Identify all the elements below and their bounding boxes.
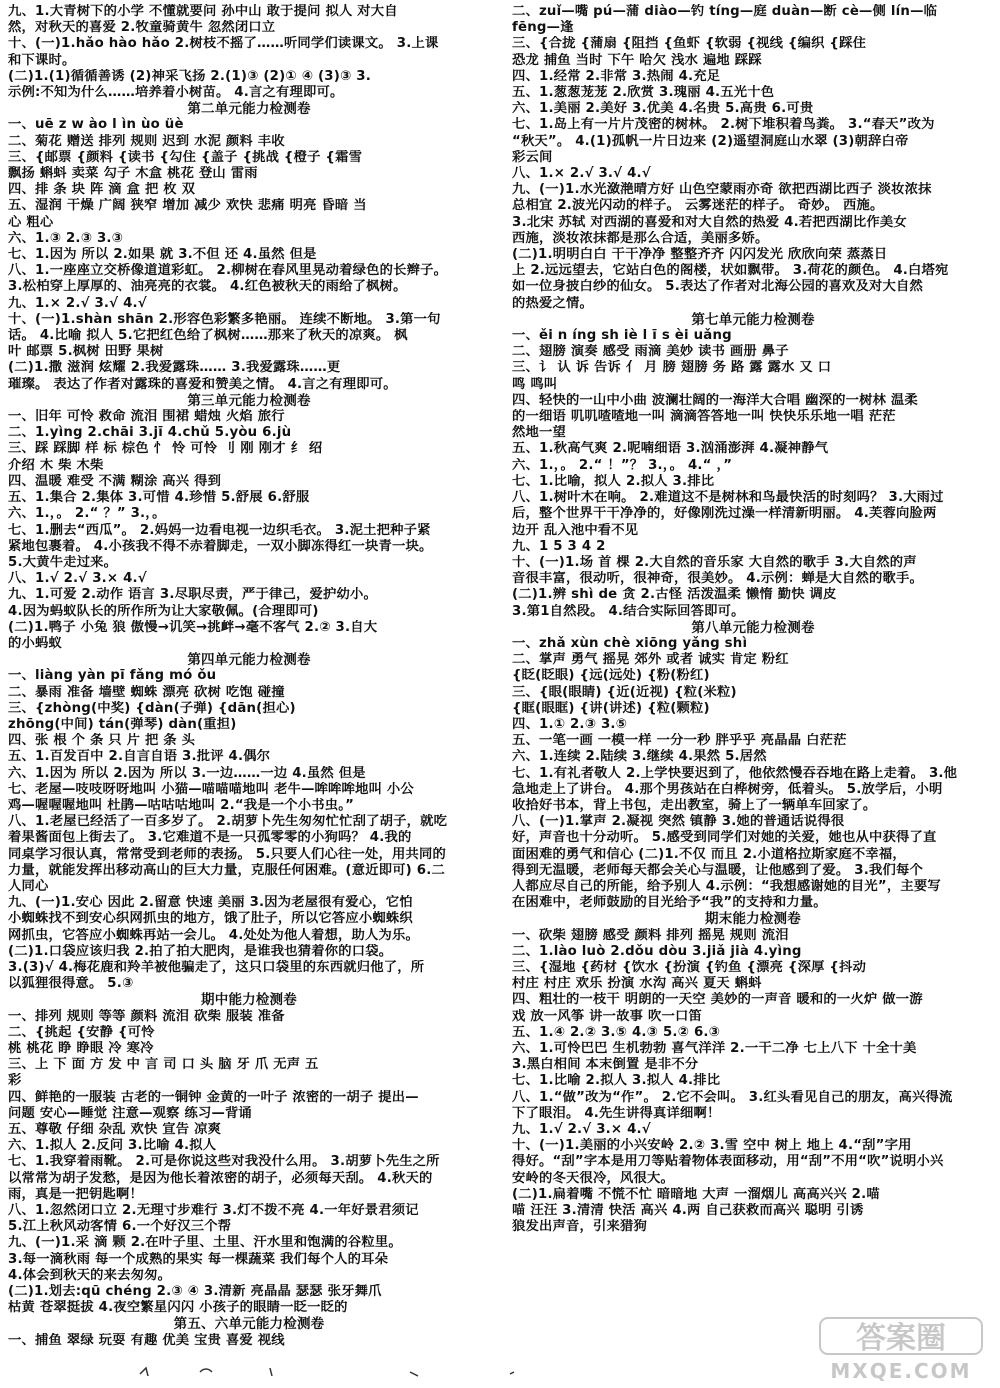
- section-heading: 第三单元能力检测卷: [187, 392, 311, 409]
- answer-line: 叶 邮票 5.枫树 田野 果树: [8, 344, 164, 360]
- answer-line: 人同心: [8, 878, 49, 894]
- answer-line: 彩: [8, 1073, 22, 1089]
- answer-line: 5.江上秋风动客情 6.一个好汉三个帮: [8, 1219, 232, 1235]
- answer-line: 着果酱面包上街去了。 3.它难道不是一只孤零零的小狗吗？ 4.我的: [8, 830, 412, 846]
- answer-line: 九、1 5 3 4 2: [512, 538, 606, 554]
- answer-line: 的小蚂蚁: [8, 635, 62, 651]
- answer-line: (二)1.(1)循循善诱 (2)神采飞扬 2.(1)③ (2)① ④ (3)③ 3.: [8, 68, 371, 84]
- answer-line: 四、鲜艳的一服装 古老的一铜钟 金黄的一叶子 浓密的一胡子 提出—: [8, 1089, 419, 1105]
- answer-line: 力量，就能发挥出移动高山的巨大力量，克服任何困难。(意近即可) 6.二: [8, 862, 445, 878]
- answer-line: 七、1.岛上有一片片茂密的树林。 2.树下堆积着鸟粪。 3.“春天”改为: [512, 117, 935, 133]
- answer-line: 同桌学习很认真，常常受到老师的表扬。 5.只要人们心往一处，用共同的: [8, 846, 446, 862]
- answer-line: 六、1.可怜巴巴 生机勃勃 喜气洋洋 2.一干二净 七上八下 十全十美: [512, 1041, 917, 1056]
- answer-line: 介绍 木 柴 木柴: [8, 457, 104, 473]
- section-heading: 第八单元能力检测卷: [691, 619, 815, 636]
- answer-line: 六、1.③ 2.③ 3.③: [8, 230, 124, 246]
- answer-line: 得到无温暖，老师每天都会关心与温暖，让他感到了爱。 3.我们每个: [512, 862, 923, 878]
- answer-line: 心 粗心: [8, 214, 54, 230]
- answer-line: 一、砍柴 翅膀 感受 颜料 排列 摇晃 规则 流泪: [512, 927, 789, 943]
- answer-line: (二)1.划去:qū chéng 2.③ ④ 3.清新 亮晶晶 瑟瑟 张牙舞爪: [8, 1284, 382, 1300]
- answer-line: 和下课时。: [8, 52, 76, 68]
- answer-line: 上 2.远远望去，它站白色的阁楼，状如飘带。 3.荷花的颜色。 4.白塔宛: [512, 263, 949, 279]
- answer-line: 3.(3)√ 4.梅花鹿和羚羊被他骗走了，这只口袋里的东西就归他了，所: [8, 959, 425, 975]
- answer-line: 八、1.√ 2.√ 3.× 4.√: [8, 571, 147, 587]
- answer-line: 五、1.集合 2.集体 3.可惜 4.珍惜 5.舒展 6.舒服: [8, 490, 310, 506]
- section-heading: 第二单元能力检测卷: [187, 101, 311, 118]
- answer-line: 七、1.我穿着雨靴。 2.可是你说这些对我没什么用。 3.胡萝卜先生之所: [8, 1154, 440, 1170]
- answer-line: 三、{湿地 {药材 {饮水 {扮演 {钓鱼 {漂亮 {深厚 {抖动: [512, 959, 867, 975]
- answer-line: 二、1.lào luò 2.dǒu dòu 3.jiǎ jià 4.yìng: [512, 943, 802, 959]
- section-heading: 第四单元能力检测卷: [187, 652, 311, 669]
- answer-line: 二、{挑起 {安静 {可怜: [8, 1024, 155, 1040]
- watermark-bottom-text: MXQE.COM: [830, 1359, 972, 1382]
- answer-line: 西施，淡妆浓抹都是那么合适，美丽多娇。: [512, 230, 769, 246]
- answer-line: 戏 放一风筝 讲一故事 吹一口笛: [512, 1008, 702, 1024]
- answer-line: 喵 汪汪 3.清清 快活 高兴 4.两 自己获救而高兴 聪明 引诱: [512, 1203, 864, 1219]
- right-column: [512, 4, 994, 1235]
- answer-line: 以常常为胡子发愁，是因为他长着浓密的胡子，必须每天刮。 4.秋天的: [8, 1170, 433, 1186]
- answer-line: 总相宜 2.波光闪动的样子。 云雾迷茫的样子。 奇妙。 西施。: [512, 198, 884, 214]
- answer-line: 六、1.，。 2.“ ！”？ 3.，。 4.“ ，”: [512, 457, 733, 473]
- answer-line: 四、张 根 个 条 只 片 把 条 头: [8, 733, 196, 749]
- answer-line: 三、讠 认 诉 告诉 亻 月 膀 翅膀 务 路 露 露水 又 口: [512, 360, 832, 376]
- answer-line: 一、liàng yàn pī fǎng mó ǒu: [8, 668, 217, 684]
- answer-line: 九、(一)1.安心 因此 2.留意 快速 美丽 3.因为老屋很有爱心，它怕: [8, 895, 413, 911]
- answer-line: fēng—逢: [512, 20, 574, 36]
- answer-line: 三、踩 踩脚 样 标 棕色 忄 怜 可怜 刂 刚 刚才 纟 绍: [8, 441, 323, 457]
- answer-line: 九、1.可爱 2.动作 语言 3.尽职尽责，严于律己，爱护幼小。: [8, 587, 378, 603]
- answer-line: 安岭的冬天很冷，风很大。: [512, 1170, 674, 1186]
- answer-line: 3.松柏穿上厚厚的、油亮亮的衣裳。 4.红色被秋天的雨给了枫树。: [8, 279, 407, 295]
- answer-line: 一、ěi n íng sh iè l ī s èi uǎng: [512, 328, 732, 344]
- answer-line: {眶(眼眶) {讲(讲述) {粒(颗粒): [512, 700, 710, 716]
- answer-line: 面困难的勇气和信心 (二)1.不仅 而且 2.小道格拉斯家庭不幸福，: [512, 846, 906, 862]
- answer-line: 3.第1自然段。 4.结合实际回答即可。: [512, 603, 745, 619]
- answer-line: 四、粗壮的一枝干 明朗的一天空 美妙的一声音 暖和的一火炉 做一游: [512, 992, 923, 1008]
- answer-line: 十、(一)1.hǎo hào hǎo 2.树枝不摇了……听同学们读课文。 3.上课: [8, 36, 439, 52]
- answer-line: “秋天”。 4.(1)孤帆一片日边来 (2)遥望洞庭山水翠 (3)朝辞白帝: [512, 133, 909, 149]
- answer-line: 三、{眼(眼睛) {近(近视) {粒(米粒): [512, 684, 737, 700]
- answer-line: 八、(一)1.掌声 2.凝视 突然 镇静 3.她的普通话说得很: [512, 814, 845, 830]
- answer-line: 3.黑白相间 本末倒置 是非不分: [512, 1057, 699, 1073]
- answer-line: 五、1.④ 2.② 3.⑤ 4.③ 5.② 6.③: [512, 1024, 721, 1040]
- answer-line: 八、1.× 2.√ 3.√ 4.√: [512, 166, 651, 182]
- answer-line: 七、1.因为 所以 2.如果 就 3.不但 还 4.虽然 但是: [8, 247, 317, 263]
- answer-line: 十、(一)1.场 首 棵 2.大自然的音乐家 大自然的歌手 3.大自然的声: [512, 554, 917, 570]
- answer-line: 九、1.√ 2.√ 3.× 4.√: [512, 1122, 651, 1138]
- answer-line: 二、掌声 勇气 摇晃 郊外 或者 诚实 肯定 粉红: [512, 652, 789, 668]
- answer-line: 五、1.百发百中 2.自言自语 3.批评 4.偶尔: [8, 749, 271, 765]
- answer-line: 一、uē z w ào l ìn ùo üè: [8, 117, 184, 133]
- answer-line: 九、(一)1.水光潋滟晴方好 山色空蒙雨亦奇 欲把西湖比西子 淡妆浓抹: [512, 182, 932, 198]
- answer-line: (二)1.扁着嘴 不慌不忙 暗暗地 大声 一溜烟儿 高高兴兴 2.喵: [512, 1186, 880, 1202]
- answer-line: (二)1.明明白白 干干净净 整整齐齐 闪闪发光 欣欣向荣 蒸蒸日: [512, 247, 888, 263]
- answer-line: 八、1.老屋已经活了一百多岁了。 2.胡萝卜先生匆匆忙忙刮了胡子，就吃: [8, 814, 448, 830]
- answer-line: 七、1.比喻，拟人 2.拟人 3.排比: [512, 473, 715, 489]
- answer-line: 二、暴雨 准备 墙壁 蜘蛛 漂亮 砍树 吃饱 碰撞: [8, 684, 285, 700]
- answer-line: 四、温暖 难受 不满 糊涂 高兴 得到: [8, 473, 222, 489]
- section-heading: 期末能力检测卷: [705, 911, 801, 928]
- answer-line: 枯黄 苍翠挺拔 4.夜空繁星闪闪 小孩子的眼睛一眨一眨的: [8, 1300, 348, 1316]
- answer-line: 七、1.比喻 2.拟人 3.拟人 4.排比: [512, 1073, 721, 1089]
- answer-line: 二、菊花 赠送 排列 规则 迟到 水泥 颜料 丰收: [8, 133, 285, 149]
- section-heading: 期中能力检测卷: [201, 992, 297, 1009]
- answer-line: 在困难中，老师鼓励的目光给予“我”的支持和力量。: [512, 895, 827, 911]
- answer-line: 5.大黄牛走过来。: [8, 554, 118, 570]
- answer-line: 网抓虫，它答应小蜘蛛再站一会儿。 4.处处为他人着想，助人为乐。: [8, 927, 419, 943]
- answer-line: 九、1.× 2.√ 3.√ 4.√: [8, 295, 147, 311]
- answer-line: 下了眼泪。 4.先生讲得真详细啊！: [512, 1105, 721, 1121]
- answer-line: 紧地包裹着。 4.小孩我不得不赤着脚走，一双小脚冻得红一块青一块。: [8, 538, 433, 554]
- answer-line: 六、1.，。 2.“ ？” 3.，。: [8, 506, 166, 522]
- answer-line: 一、zhǎ xùn chè xiōng yǎng shì: [512, 635, 748, 651]
- answer-line: 六、1.连续 2.陆续 3.继续 4.果然 5.居然: [512, 749, 767, 765]
- answer-line: 九、1.大青树下的小学 不懂就要问 孙中山 敢于提问 拟人 对大自: [8, 4, 398, 19]
- answer-line: (二)1.鸭子 小兔 狼 傲慢→讥笑→挑衅→毫不客气 2.② 3.自大: [8, 619, 378, 635]
- answer-line: 然地一望: [512, 425, 566, 441]
- answer-line: (二)1.口袋应该归我 2.拍了拍大肥肉，是谁我也猜着你的口袋。: [8, 943, 393, 959]
- answer-line: 一、旧年 可怜 救命 流泪 围裙 蜡烛 火焰 旅行: [8, 409, 285, 425]
- answer-line: 彩云间: [512, 149, 553, 165]
- answer-line: 五、1.葱葱茏茏 2.欣赏 3.瑰丽 4.五光十色: [512, 85, 775, 101]
- answer-line: 五、湿润 干燥 广阔 狭窄 增加 减少 欢快 悲痛 明亮 昏暗 当: [8, 198, 367, 214]
- answer-line: (二)1.辨 shì de 贪 2.古怪 活泼温柔 懒惰 勤快 调皮: [512, 587, 837, 603]
- answer-line: 然，对秋天的喜爱 2.牧童骑黄牛 忽然闭口立: [8, 20, 276, 36]
- answer-line: 以狐狸很得意。 5.③: [8, 976, 134, 992]
- answer-line: 飘扬 蝌蚪 卖菜 勾子 木盒 桃花 登山 雷雨: [8, 166, 258, 182]
- answer-line: 狼发出声音，引来猎狗: [512, 1219, 647, 1235]
- answer-line: 八、1.“做”改为“作”。 2.它不会叫。 3.红头看见自己的朋友，高兴得流: [512, 1089, 953, 1105]
- answer-line: 问题 安心—睡觉 注意—观察 练习—背诵: [8, 1105, 252, 1121]
- answer-line: 人都应尽自己的所能，给予别人 4.示例：“我想感谢她的目光”，主要写: [512, 878, 941, 894]
- answer-line: 村庄 村庄 欢乐 扮演 水沟 高兴 夏天 蝌蚪: [512, 976, 762, 992]
- answer-line: 四、轻快的一山中小曲 波澜壮阔的一海洋大合唱 幽深的一树林 温柔: [512, 392, 918, 408]
- answer-line: 璀璨。 表达了作者对露珠的喜爱和赞美之情。 4.言之有理即可。: [8, 376, 397, 392]
- answer-line: 的热爱之情。: [512, 295, 593, 311]
- site-watermark-logo: [816, 1316, 986, 1382]
- answer-line: 桃 桃花 睁 睁眼 冷 寒冷: [8, 1041, 154, 1056]
- footer-scribble-marks: [120, 1362, 540, 1382]
- answer-line: (二)1.撒 滋润 炫耀 2.我爱露珠…… 3.我爱露珠……更: [8, 360, 341, 376]
- answer-line: 二、1.yìng 2.chāi 3.jī 4.chǔ 5.yòu 6.jù: [8, 425, 292, 441]
- answer-line: 七、1.有礼者敬人 2.上学快要迟到了，他依然慢吞吞地在路上走着。 3.他: [512, 765, 958, 781]
- answer-line: 八、1.忽然闭口立 2.无理寸步难行 3.灯不拨不亮 4.一年好景君须记: [8, 1203, 419, 1219]
- answer-line: 十、(一)1.美丽的小兴安岭 2.② 3.雪 空中 树上 地上 4.“刮”字用: [512, 1138, 912, 1154]
- answer-line: 一、捕鱼 翠绿 玩耍 有趣 优美 宝贵 喜爱 视线: [8, 1332, 285, 1348]
- answer-line: 二、翅膀 演奏 感受 雨滴 美妙 读书 画册 鼻子: [512, 344, 789, 360]
- answer-line: 鸣 鸣叫: [512, 376, 558, 392]
- answer-line: 急地走上了讲台。 4.那个男孩站在白桦树旁，低着头。 5.放学后，小明: [512, 781, 943, 797]
- left-column: [8, 4, 490, 1349]
- answer-line: 六、1.拟人 2.反问 3.比喻 4.拟人: [8, 1138, 217, 1154]
- answer-line: 4.体会到秋天的来去匆匆。: [8, 1267, 172, 1283]
- answer-line: 五、尊敬 仔细 杂乱 欢快 宣告 凉爽: [8, 1122, 222, 1138]
- answer-line: 三、{邮票 {颜料 {读书 {勾住 {盖子 {挑战 {橙子 {霜雪: [8, 149, 363, 165]
- answer-line: 恐龙 捕鱼 当时 下午 哈欠 浅水 遍地 踩踩: [512, 52, 762, 68]
- answer-line: zhōng(中间) tán(弹琴) dàn(重担): [8, 716, 237, 732]
- answer-line: 七、老屋—吱吱呀呀地叫 小猫—喵喵喵地叫 老牛—哞哞哞地叫 小公: [8, 781, 414, 797]
- answer-line: 三、{zhòng(中奖) {dàn(子弹) {dān(担心): [8, 700, 296, 716]
- answer-line: 五、一笔一画 一模一样 一分一秒 胖乎乎 亮晶晶 白茫茫: [512, 733, 847, 749]
- answer-line: 示例:不知为什么……培养着小树苗。 4.言之有理即可。: [8, 85, 344, 101]
- answer-line: 鸡—喔喔喔地叫 杜鹃—咕咕咕地叫 2.“我是一个小书虫。”: [8, 797, 355, 813]
- answer-line: {眨(眨眼) {远(远处) {粉(粉红): [512, 668, 710, 684]
- answer-line: 3.北宋 苏轼 对西湖的喜爱和对大自然的热爱 4.若把西湖比作美女: [512, 214, 907, 230]
- answer-line: 边开 乱入池中看不见: [512, 522, 639, 538]
- answer-line: 八、1.树叶木在响。 2.难道这不是树林和鸟最快活的时刻吗？ 3.大雨过: [512, 490, 944, 506]
- answer-line: 七、1.删去“西瓜”。 2.妈妈一边看电视一边织毛衣。 3.泥土把种子紧: [8, 522, 431, 538]
- answer-line: 九、(一)1.采 滴 颗 2.在叶子里、土里、汗水里和饱满的谷粒里。: [8, 1235, 402, 1251]
- answer-line: 三、{合拢 {蒲扇 {阻挡 {鱼虾 {软弱 {视线 {编织 {踩住: [512, 36, 867, 52]
- answer-line: 好，声音也十分动听。 5.感受到同学们对她的关爱，她也从中获得了直: [512, 830, 937, 846]
- answer-line: 八、1.一座座立交桥像道道彩虹。 2.柳树在春风里晃动着绿色的长辫子。: [8, 263, 448, 279]
- section-heading: 第七单元能力检测卷: [691, 311, 815, 328]
- answer-line: 后，整个世界干干净净的，好像刚洗过澡一样清新明丽。 4.芙蓉向脸两: [512, 506, 937, 522]
- answer-line: 如一位身披白纱的仙女。 5.表达了作者对北海公园的喜欢及对大自然: [512, 279, 923, 295]
- section-heading: 第五、六单元能力检测卷: [173, 1316, 325, 1333]
- answer-line: 一、排列 规则 等等 颜料 流泪 砍柴 服装 准备: [8, 1008, 285, 1024]
- answer-line: 三、上 下 面 方 发 中 言 司 口 头 脑 牙 爪 无声 五: [8, 1057, 319, 1073]
- answer-line: 4.因为蚂蚁队长的所作所为让大家敬佩。(合理即可): [8, 603, 319, 619]
- answer-line: 四、1.① 2.③ 3.⑤: [512, 716, 628, 732]
- answer-line: 收拾好书本，背上书包，走出教室，骑上了一辆单车回家了。: [512, 797, 877, 813]
- answer-line: 四、1.经常 2.非常 3.热闹 4.充足: [512, 68, 721, 84]
- answer-line: 十、(一)1.shàn shān 2.形容色彩繁多艳丽。 连续不断地。 3.第一句: [8, 311, 441, 327]
- answer-line: 得好。“刮”字本是用刀等贴着物体表面移动，用“刮”不用“吹”说明小兴: [512, 1154, 944, 1170]
- answer-line: 五、1.秋高气爽 2.呢喃细语 3.汹涌澎湃 4.凝神静气: [512, 441, 829, 457]
- answer-line: 二、zuǐ—嘴 pú—蒲 diào—钓 tíng—庭 duàn—断 cè—侧 lín—临: [512, 4, 938, 19]
- answer-line: 小蜘蛛找不到安心织网抓虫的地方，饿了肚子，所以它答应小蜘蛛织: [8, 911, 413, 927]
- answer-line: 音很丰富，很动听，很神奇，很美妙。 4.示例：蝉是大自然的歌手。: [512, 571, 923, 587]
- answer-line: 六、1.因为 所以 2.因为 所以 3.一边……一边 4.虽然 但是: [8, 765, 366, 781]
- answer-line: 六、1.美丽 2.美好 3.优美 4.名贵 5.高贵 6.可贵: [512, 101, 814, 117]
- answer-line: 的一细语 叽叽喳喳地一叫 滴滴答答地一叫 快快乐乐地一唱 茫茫: [512, 409, 896, 425]
- watermark-top-text: 答案圈: [856, 1321, 946, 1356]
- answer-line: 雨，真是一把钥匙啊！: [8, 1186, 143, 1202]
- answer-line: 话。 4.比喻 拟人 5.它把红色给了枫树……那来了秋天的凉爽。 枫: [8, 328, 408, 344]
- answer-line: 3.每一滴秋雨 每一个成熟的果实 每一棵蔬菜 我们每个人的耳朵: [8, 1251, 389, 1267]
- answer-line: 四、排 条 块 阵 滴 盒 把 枚 双: [8, 182, 196, 198]
